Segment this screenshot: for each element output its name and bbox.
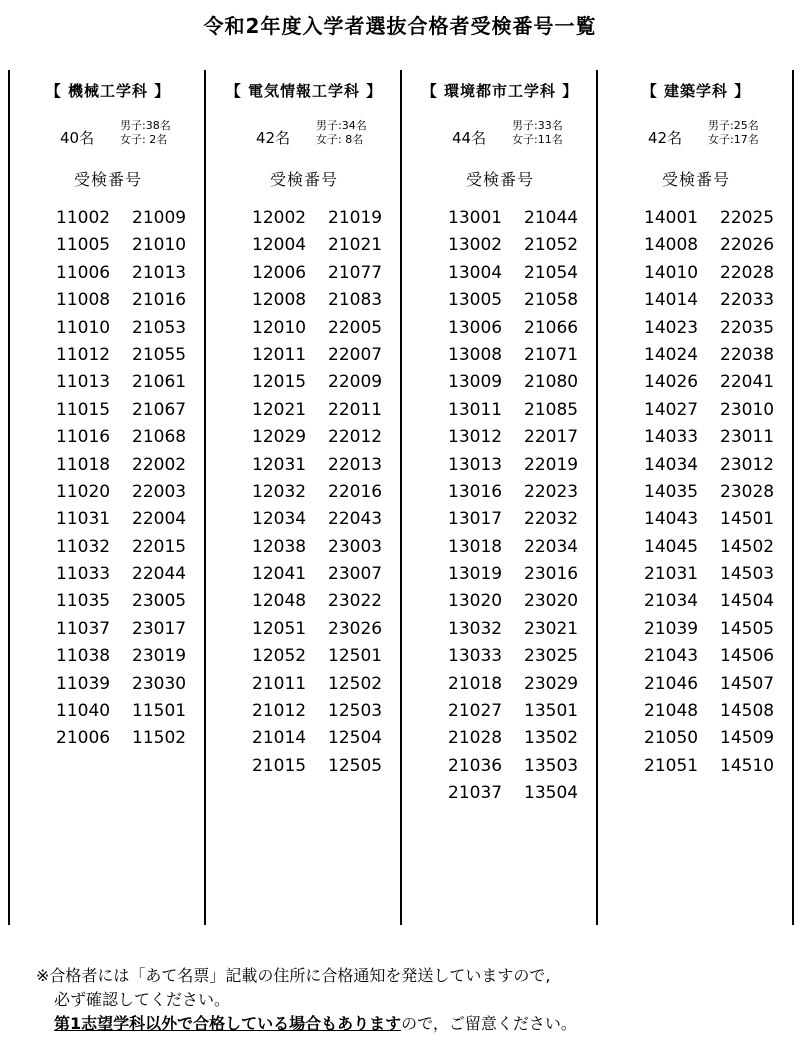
notice <box>36 964 577 1036</box>
exam-number: 13020 <box>448 591 503 612</box>
exam-number-row <box>644 290 794 317</box>
exam-number: 11005 <box>56 235 111 256</box>
exam-number: 13504 <box>524 783 579 804</box>
exam-number: 22041 <box>720 372 775 393</box>
exam-number-row <box>448 728 598 755</box>
exam-number: 21061 <box>132 372 187 393</box>
exam-number-row <box>448 701 598 728</box>
exam-number: 21054 <box>524 262 579 283</box>
exam-number: 14504 <box>720 591 775 612</box>
exam-number-row <box>252 674 402 701</box>
exam-number: 14505 <box>720 618 775 639</box>
exam-number-row <box>644 372 794 399</box>
exam-number: 23011 <box>720 427 775 448</box>
exam-number: 11031 <box>56 509 111 530</box>
exam-number: 14510 <box>720 755 775 776</box>
exam-number: 21015 <box>252 755 307 776</box>
exam-number-row <box>448 400 598 427</box>
exam-number-row <box>56 646 206 673</box>
dept-column-mechanical <box>10 80 206 756</box>
exam-number-row <box>252 619 402 646</box>
exam-number: 13004 <box>448 262 503 283</box>
exam-number-row <box>448 290 598 317</box>
exam-number: 21085 <box>524 399 579 420</box>
exam-number: 12038 <box>252 536 307 557</box>
exam-number: 14035 <box>644 481 699 502</box>
exam-number: 23016 <box>524 564 579 585</box>
exam-number: 11013 <box>56 372 111 393</box>
quota <box>402 117 598 153</box>
exam-number: 21067 <box>132 399 187 420</box>
exam-number: 12034 <box>252 509 307 530</box>
exam-number-row <box>448 564 598 591</box>
exam-number: 12008 <box>252 290 307 311</box>
exam-number-row <box>448 427 598 454</box>
exam-number: 23021 <box>524 618 579 639</box>
exam-number: 11008 <box>56 290 111 311</box>
exam-number: 21016 <box>132 290 187 311</box>
exam-number: 21018 <box>448 673 503 694</box>
exam-number: 13013 <box>448 454 503 475</box>
exam-number: 22009 <box>328 372 383 393</box>
exam-number-row <box>56 701 206 728</box>
quota-breakdown <box>708 119 759 147</box>
exam-number-row <box>448 345 598 372</box>
exam-number-row <box>56 263 206 290</box>
exam-number-row <box>448 591 598 618</box>
exam-number: 12032 <box>252 481 307 502</box>
exam-number: 14010 <box>644 262 699 283</box>
exam-number: 12502 <box>328 673 383 694</box>
exam-number: 22025 <box>720 208 775 228</box>
exam-number-row <box>56 345 206 372</box>
exam-number-row <box>56 674 206 701</box>
exam-number: 23029 <box>524 673 579 694</box>
quota-male: 男子:33名 <box>512 119 563 132</box>
exam-number: 23022 <box>328 591 383 612</box>
exam-number: 12011 <box>252 344 307 365</box>
exam-number: 21031 <box>644 564 699 585</box>
exam-number-row <box>56 537 206 564</box>
exam-number-row <box>252 482 402 509</box>
quota-male: 男子:25名 <box>708 119 759 132</box>
exam-number: 11015 <box>56 399 111 420</box>
exam-number: 21051 <box>644 755 699 776</box>
exam-number: 21048 <box>644 701 699 722</box>
exam-number: 21068 <box>132 427 187 448</box>
exam-number: 22023 <box>524 481 579 502</box>
exam-number: 21046 <box>644 673 699 694</box>
exam-number: 23025 <box>524 646 579 667</box>
exam-number: 23012 <box>720 454 775 475</box>
exam-number: 21066 <box>524 317 579 338</box>
exam-number: 12505 <box>328 755 383 776</box>
exam-number: 21013 <box>132 262 187 283</box>
exam-number-row <box>644 318 794 345</box>
exam-number: 13012 <box>448 427 503 448</box>
exam-number: 21036 <box>448 755 503 776</box>
exam-number: 21021 <box>328 235 383 256</box>
quota-total: 42名 <box>648 129 683 147</box>
exam-number: 22002 <box>132 454 187 475</box>
exam-number-row <box>252 509 402 536</box>
exam-number-row <box>448 537 598 564</box>
exam-number-row <box>252 208 402 235</box>
exam-number: 21071 <box>524 344 579 365</box>
exam-number: 23020 <box>524 591 579 612</box>
quota-female: 女子: 2名 <box>120 133 168 146</box>
exam-number-row <box>448 372 598 399</box>
exam-number: 14001 <box>644 208 699 228</box>
exam-number: 22035 <box>720 317 775 338</box>
exam-number-row <box>644 619 794 646</box>
exam-number: 12021 <box>252 399 307 420</box>
exam-number: 21077 <box>328 262 383 283</box>
exam-number: 12002 <box>252 208 307 228</box>
exam-number-row <box>644 756 794 783</box>
exam-number: 14024 <box>644 344 699 365</box>
exam-number-row <box>252 235 402 262</box>
exam-number-row <box>56 400 206 427</box>
exam-number: 11006 <box>56 262 111 283</box>
exam-number-row <box>252 564 402 591</box>
exam-number-row <box>448 619 598 646</box>
quota-female: 女子: 8名 <box>316 133 364 146</box>
exam-number: 21019 <box>328 208 383 228</box>
exam-number: 23019 <box>132 646 187 667</box>
exam-number: 12010 <box>252 317 307 338</box>
notice-line-2: 必ず確認してください。 <box>54 990 231 1009</box>
dept-name: 【 電気情報工学科 】 <box>225 82 383 100</box>
notice-line-3 <box>36 1012 577 1036</box>
exam-number-list <box>10 208 206 756</box>
exam-number: 14023 <box>644 317 699 338</box>
exam-number-row <box>644 701 794 728</box>
exam-number: 22013 <box>328 454 383 475</box>
exam-number-list <box>598 208 794 783</box>
exam-number: 22017 <box>524 427 579 448</box>
exam-number: 14507 <box>720 673 775 694</box>
dept-name: 【 機械工学科 】 <box>45 82 171 100</box>
exam-number: 21012 <box>252 701 307 722</box>
exam-number: 13033 <box>448 646 503 667</box>
exam-number-row <box>644 345 794 372</box>
exam-number-row <box>252 728 402 755</box>
exam-number-header: 受検番号 <box>73 170 142 189</box>
exam-number-row <box>448 318 598 345</box>
exam-number-row <box>644 482 794 509</box>
exam-number: 22033 <box>720 290 775 311</box>
exam-number: 23005 <box>132 591 187 612</box>
exam-number: 12048 <box>252 591 307 612</box>
exam-number: 12006 <box>252 262 307 283</box>
exam-number: 11037 <box>56 618 111 639</box>
exam-number: 11033 <box>56 564 111 585</box>
quota <box>206 117 402 153</box>
exam-number: 23010 <box>720 399 775 420</box>
quota-breakdown <box>512 119 563 147</box>
exam-number: 21010 <box>132 235 187 256</box>
exam-number: 22004 <box>132 509 187 530</box>
exam-number: 21044 <box>524 208 579 228</box>
exam-number: 11040 <box>56 701 111 722</box>
exam-number: 14502 <box>720 536 775 557</box>
exam-number: 13503 <box>524 755 579 776</box>
exam-number: 12029 <box>252 427 307 448</box>
exam-number: 23003 <box>328 536 383 557</box>
exam-number-row <box>56 564 206 591</box>
exam-number-row <box>56 208 206 235</box>
exam-number: 23030 <box>132 673 187 694</box>
exam-number: 14045 <box>644 536 699 557</box>
quota-male: 男子:38名 <box>120 119 171 132</box>
exam-number: 23007 <box>328 564 383 585</box>
exam-number: 14034 <box>644 454 699 475</box>
exam-number-row <box>448 756 598 783</box>
exam-number-row <box>644 509 794 536</box>
exam-number: 22015 <box>132 536 187 557</box>
quota-female: 女子:11名 <box>512 133 563 146</box>
exam-number-row <box>644 263 794 290</box>
exam-number: 14026 <box>644 372 699 393</box>
exam-number: 13016 <box>448 481 503 502</box>
exam-number: 22011 <box>328 399 383 420</box>
exam-number-list <box>402 208 598 811</box>
exam-number-row <box>644 564 794 591</box>
exam-number-row <box>252 537 402 564</box>
exam-number-row <box>252 427 402 454</box>
exam-number: 13009 <box>448 372 503 393</box>
exam-number: 21037 <box>448 783 503 804</box>
exam-number: 22012 <box>328 427 383 448</box>
exam-number: 21083 <box>328 290 383 311</box>
exam-number-row <box>252 591 402 618</box>
exam-number: 23026 <box>328 618 383 639</box>
exam-number-row <box>644 674 794 701</box>
exam-number-row <box>252 455 402 482</box>
exam-number: 14503 <box>720 564 775 585</box>
exam-number-row <box>56 619 206 646</box>
exam-number: 22007 <box>328 344 383 365</box>
exam-number: 21053 <box>132 317 187 338</box>
exam-number-header: 受検番号 <box>269 170 338 189</box>
exam-number: 14027 <box>644 399 699 420</box>
exam-number: 21006 <box>56 728 111 749</box>
exam-number-row <box>252 646 402 673</box>
exam-number: 13006 <box>448 317 503 338</box>
exam-number: 21014 <box>252 728 307 749</box>
exam-number-row <box>252 701 402 728</box>
exam-number: 11032 <box>56 536 111 557</box>
exam-number: 13011 <box>448 399 503 420</box>
exam-number: 11002 <box>56 208 111 228</box>
exam-number: 12041 <box>252 564 307 585</box>
exam-number-row <box>252 756 402 783</box>
exam-number: 11012 <box>56 344 111 365</box>
exam-number: 21039 <box>644 618 699 639</box>
page-title: 令和2年度入学者選抜合格者受検番号一覧 <box>203 14 597 38</box>
quota <box>598 117 794 153</box>
exam-number: 11502 <box>132 728 187 749</box>
exam-number: 12015 <box>252 372 307 393</box>
exam-number-header: 受検番号 <box>661 170 730 189</box>
exam-number-row <box>448 455 598 482</box>
exam-number: 13018 <box>448 536 503 557</box>
exam-number: 22019 <box>524 454 579 475</box>
exam-number: 21043 <box>644 646 699 667</box>
exam-number: 12501 <box>328 646 383 667</box>
exam-number-row <box>252 345 402 372</box>
exam-number-row <box>56 509 206 536</box>
exam-number: 12051 <box>252 618 307 639</box>
exam-number: 14008 <box>644 235 699 256</box>
exam-number: 14508 <box>720 701 775 722</box>
exam-number: 21011 <box>252 673 307 694</box>
exam-number-row <box>644 591 794 618</box>
quota-female: 女子:17名 <box>708 133 759 146</box>
exam-number: 21050 <box>644 728 699 749</box>
quota-total: 44名 <box>452 129 487 147</box>
exam-number-row <box>448 646 598 673</box>
exam-number: 21027 <box>448 701 503 722</box>
exam-number: 12503 <box>328 701 383 722</box>
exam-number: 22044 <box>132 564 187 585</box>
exam-number: 14509 <box>720 728 775 749</box>
notice-emphasis: 第1志望学科以外で合格している場合もあります <box>54 1014 402 1033</box>
exam-number: 11010 <box>56 317 111 338</box>
exam-number-row <box>644 400 794 427</box>
exam-number: 13008 <box>448 344 503 365</box>
exam-number-row <box>56 290 206 317</box>
exam-number: 22043 <box>328 509 383 530</box>
exam-number: 22034 <box>524 536 579 557</box>
exam-number-header: 受検番号 <box>465 170 534 189</box>
exam-number-row <box>56 372 206 399</box>
exam-number: 21052 <box>524 235 579 256</box>
exam-number: 11035 <box>56 591 111 612</box>
exam-number-row <box>448 235 598 262</box>
exam-number-list <box>206 208 402 783</box>
quota-breakdown <box>120 119 171 147</box>
exam-number-row <box>252 372 402 399</box>
exam-number: 13019 <box>448 564 503 585</box>
exam-number: 12052 <box>252 646 307 667</box>
exam-number: 14033 <box>644 427 699 448</box>
exam-number-row <box>252 263 402 290</box>
exam-number: 22032 <box>524 509 579 530</box>
exam-number: 22003 <box>132 481 187 502</box>
exam-number-row <box>56 235 206 262</box>
exam-number: 22026 <box>720 235 775 256</box>
exam-number-row <box>56 318 206 345</box>
exam-number: 14043 <box>644 509 699 530</box>
exam-number: 11020 <box>56 481 111 502</box>
quota-total: 40名 <box>60 129 95 147</box>
exam-number-row <box>448 783 598 810</box>
dept-column-civil-env <box>402 80 598 811</box>
exam-number-row <box>448 208 598 235</box>
notice-line-3-rest: ので，ご留意ください。 <box>401 1014 577 1033</box>
exam-number: 22005 <box>328 317 383 338</box>
exam-number-row <box>448 263 598 290</box>
exam-number: 21009 <box>132 208 187 228</box>
exam-number-row <box>448 509 598 536</box>
exam-number-row <box>252 400 402 427</box>
exam-number-row <box>644 646 794 673</box>
exam-number: 13032 <box>448 618 503 639</box>
exam-number: 14506 <box>720 646 775 667</box>
exam-number: 22038 <box>720 344 775 365</box>
exam-number-row <box>644 427 794 454</box>
exam-number-row <box>448 482 598 509</box>
exam-number-row <box>644 235 794 262</box>
exam-number: 12004 <box>252 235 307 256</box>
notice-line-1: ※合格者には「あて名票」記載の住所に合格通知を発送していますので, <box>36 966 551 985</box>
exam-number: 11016 <box>56 427 111 448</box>
exam-number: 13002 <box>448 235 503 256</box>
exam-number: 21080 <box>524 372 579 393</box>
exam-number: 22028 <box>720 262 775 283</box>
dept-name: 【 建築学科 】 <box>641 82 751 100</box>
exam-number-row <box>56 455 206 482</box>
exam-number: 11038 <box>56 646 111 667</box>
exam-number-row <box>644 455 794 482</box>
exam-number: 11039 <box>56 673 111 694</box>
quota-total: 42名 <box>256 129 291 147</box>
exam-number-row <box>252 290 402 317</box>
exam-number-row <box>56 427 206 454</box>
exam-number-row <box>56 591 206 618</box>
exam-number: 23017 <box>132 618 187 639</box>
exam-number: 13501 <box>524 701 579 722</box>
exam-number-row <box>252 318 402 345</box>
exam-number: 22016 <box>328 481 383 502</box>
exam-number-row <box>448 674 598 701</box>
exam-number: 21058 <box>524 290 579 311</box>
exam-number: 21028 <box>448 728 503 749</box>
exam-number-row <box>56 482 206 509</box>
exam-number: 13005 <box>448 290 503 311</box>
quota-male: 男子:34名 <box>316 119 367 132</box>
exam-number-row <box>644 208 794 235</box>
exam-number: 21055 <box>132 344 187 365</box>
exam-number-row <box>644 537 794 564</box>
exam-number: 12031 <box>252 454 307 475</box>
exam-number: 14014 <box>644 290 699 311</box>
dept-column-architecture <box>598 80 794 783</box>
exam-number: 12504 <box>328 728 383 749</box>
quota-breakdown <box>316 119 367 147</box>
exam-number: 11501 <box>132 701 187 722</box>
exam-number-row <box>644 728 794 755</box>
exam-number: 13502 <box>524 728 579 749</box>
exam-number: 13017 <box>448 509 503 530</box>
quota <box>10 117 206 153</box>
dept-name: 【 環境都市工学科 】 <box>421 82 579 100</box>
exam-number: 23028 <box>720 481 775 502</box>
exam-number: 11018 <box>56 454 111 475</box>
dept-column-electrical-info <box>206 80 402 783</box>
exam-number: 14501 <box>720 509 775 530</box>
exam-number-row <box>56 728 206 755</box>
exam-number: 21034 <box>644 591 699 612</box>
exam-number: 13001 <box>448 208 503 228</box>
